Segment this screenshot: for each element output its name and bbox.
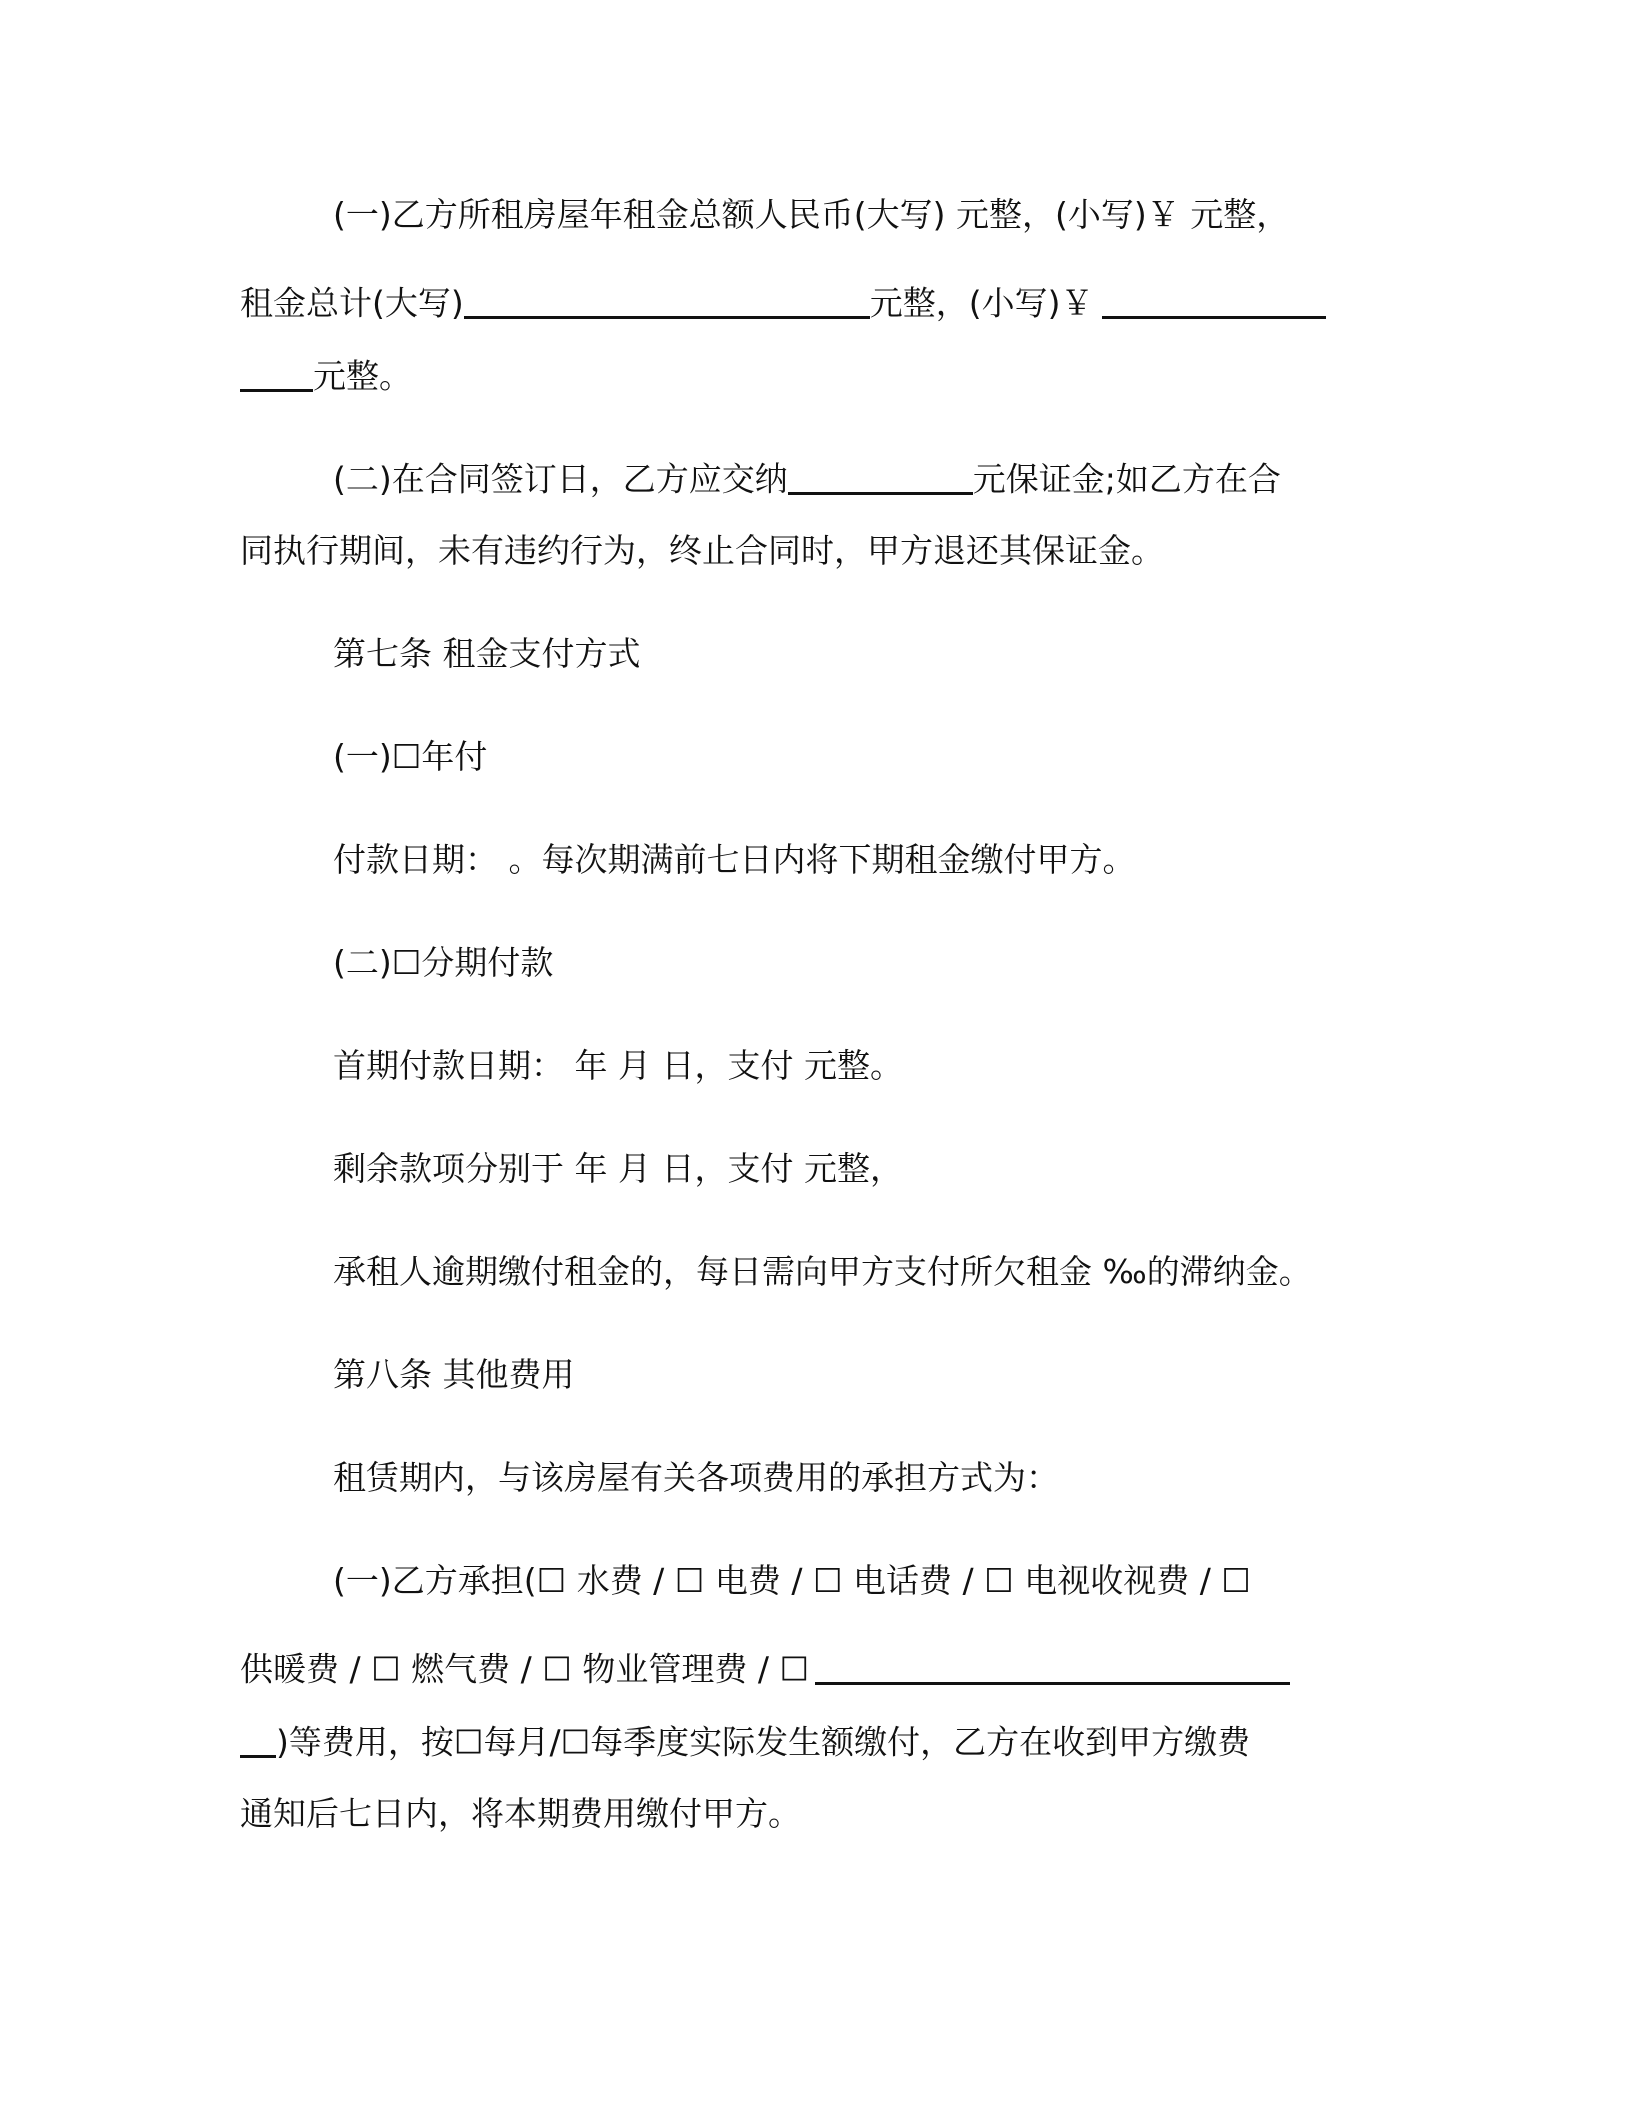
- late-fee-clause: 承租人逾期缴付租金的，每日需向甲方支付所欠租金 ‰的滞纳金。: [333, 1252, 1312, 1291]
- deposit-text-a: (二)在合同签订日，乙方应交纳: [333, 459, 788, 499]
- tenant-fees-line-4: 通知后七日内，将本期费用缴付甲方。: [240, 1794, 801, 1833]
- other-fee-blank-cont[interactable]: [240, 1720, 276, 1758]
- installment-payment-option[interactable]: (二)☐分期付款: [333, 943, 554, 982]
- rent-sum-lowercase-blank[interactable]: [1102, 281, 1326, 319]
- deposit-text-b: 元保证金;如乙方在合: [972, 459, 1281, 499]
- first-payment-date: 首期付款日期： 年 月 日，支付 元整。: [333, 1046, 903, 1085]
- article8-heading: 第八条 其他费用: [333, 1355, 575, 1394]
- rent-sum-uppercase-blank[interactable]: [464, 281, 870, 319]
- rent-sum-lowercase-label: 元整，(小写)￥: [869, 283, 1094, 323]
- deposit-line-1: [333, 457, 1281, 499]
- rent-total-line-3: [240, 354, 412, 396]
- rent-total-line-2: [240, 281, 1326, 323]
- tenant-fees-line-3: [240, 1720, 1251, 1762]
- rent-sum-lowercase-blank-cont[interactable]: [240, 354, 313, 392]
- tenant-fees-list: 供暖费 / ☐ 燃气费 / ☐ 物业管理费 / ☐: [240, 1649, 810, 1689]
- rent-sum-label: 租金总计(大写): [240, 283, 464, 323]
- deposit-line-2: [240, 531, 1164, 570]
- rent-total-text: (一)乙方所租房屋年租金总额人民币(大写) 元整，(小写)￥ 元整，: [333, 195, 1290, 234]
- remaining-payment: 剩余款项分别于 年 月 日，支付 元整，: [333, 1149, 903, 1188]
- fee-payment-terms: )等费用，按☐每月/☐每季度实际发生额缴付，乙方在收到甲方缴费: [276, 1722, 1251, 1762]
- tenant-fees-line-2: [240, 1647, 1290, 1689]
- tenant-fees-line-1: (一)乙方承担(☐ 水费 / ☐ 电费 / ☐ 电话费 / ☐ 电视收视费 / ☐: [333, 1561, 1251, 1600]
- rent-total-line-1: [333, 195, 1290, 234]
- deposit-text-c: 同执行期间，未有违约行为，终止合同时，甲方退还其保证金。: [240, 531, 1164, 570]
- other-fee-blank[interactable]: [815, 1647, 1290, 1685]
- annual-payment-date: 付款日期： 。每次期满前七日内将下期租金缴付甲方。: [333, 840, 1136, 879]
- fees-intro: 租赁期内，与该房屋有关各项费用的承担方式为：: [333, 1458, 1059, 1497]
- article7-heading: 第七条 租金支付方式: [333, 634, 641, 673]
- rent-sum-suffix: 元整。: [313, 356, 412, 396]
- deposit-amount-blank[interactable]: [788, 457, 973, 495]
- annual-payment-option[interactable]: (一)☐年付: [333, 737, 488, 776]
